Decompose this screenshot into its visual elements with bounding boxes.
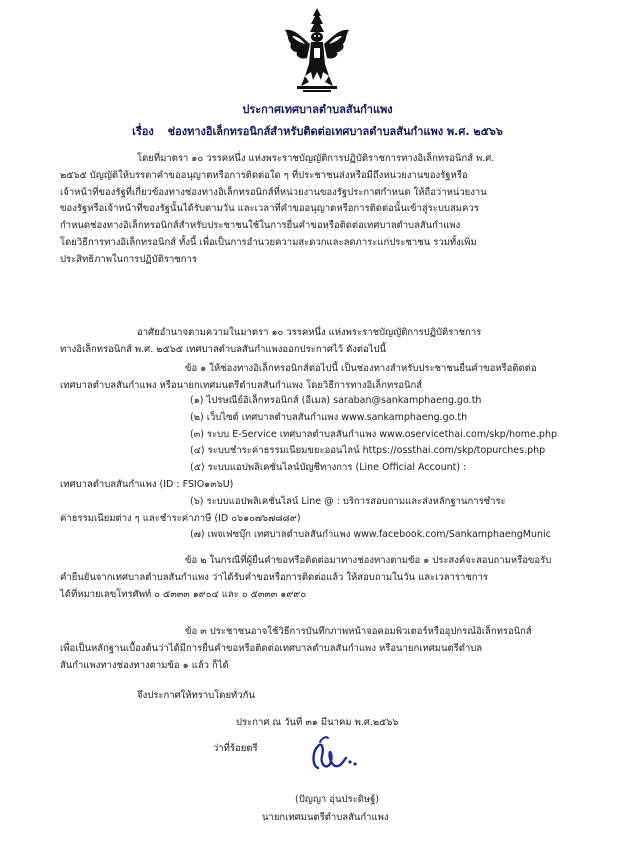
channel-item-website: (๒) เว็บไซต์ เทศบาลตำบลสันกำแพง www.sankamphaeng.go.th <box>190 411 468 423</box>
text-line: กำหนดช่องทางอิเล็กทรอนิกส์สำหรับประชาชนใช้ในการยื่นคำขอหรือติดต่อเทศบาลตำบลสันกำแพง <box>60 220 461 232</box>
text-line: เจ้าหน้าที่ของรัฐที่เกี่ยวข้องทางช่องทางอิเล็กทรอนิกส์ที่หน่วยงานของรัฐประกาศกำหนด ให้ถือว่าหน่วยงาน <box>60 186 487 198</box>
closing-paragraph <box>60 688 608 705</box>
signature-mark <box>302 734 362 776</box>
signer-rank: ว่าที่ร้อยตรี <box>213 743 258 754</box>
closing-line: จึงประกาศให้ทราบโดยทั่วกัน <box>137 690 255 701</box>
channel-item-fee-payment: (๔) ระบบชำระค่าธรรมเนียมขยะออนไลน์ https://ossthai.com/skp/topurches.php <box>190 445 546 457</box>
clause-2 <box>60 553 608 603</box>
garuda-emblem-icon <box>283 6 351 94</box>
text-line: ของรัฐหรือเจ้าหน้าที่ของรัฐนั้นได้รับตามวัน และเวลาที่คำขออนุญาตหรือการติดต่อนั้นเข้าสู่ระบบสมควร <box>60 203 479 215</box>
text-line: ข้อ ๓ ประชาชนอาจใช้วิธีการบันทึกภาพหน้าจอคอมพิวเตอร์หรืออุปกรณ์อิเล็กทรอนิกส์ <box>185 626 532 637</box>
channel-item-line-at: (๖) ระบบแอปพลิเคชั่นไลน์ Line @ : บริการสอบถามและส่งหลักฐานการชำระ <box>190 495 506 507</box>
text-line: อาศัยอำนาจตามความในมาตรา ๑๐ วรรคหนึ่ง แห่งพระราชบัญญัติการปฏิบัติราชการ <box>137 327 482 338</box>
announcement-date: ประกาศ ณ วันที่ ๓๑ มีนาคม พ.ศ.๒๕๖๖ <box>236 717 399 728</box>
text-line: ได้ที่หมายเลขโทรศัพท์ ๐ ๕๓๓๓ ๑๙๐๔ และ ๐ ๕๓๓๓ ๑๙๙๐ <box>60 588 307 600</box>
channel-item-email: (๑) ไปรษณีย์อิเล็กทรอนิกส์ (อีเมล) saraban@sankamphaeng.go.th <box>190 395 482 406</box>
subject-text: ช่องทางอิเล็กทรอนิกส์สำหรับติดต่อเทศบาลตำบลสันกำแพง พ.ศ. ๒๕๖๖ <box>167 125 503 138</box>
preamble-paragraph <box>60 151 608 269</box>
channel-item-line-at-cont: ค่าธรรมเนียมต่าง ๆ และชำระค่าภาษี (ID ๐๖๑๐๗๖๗๘๘๙) <box>60 512 301 524</box>
text-line: โดยวิธีการทางอิเล็กทรอนิกส์ ทั้งนี้ เพื่อเป็นการอำนวยความสะดวกและลดภาระแก่ประชาชน รวมทั้งเพิ่ม <box>60 236 477 248</box>
authority-paragraph <box>60 325 608 359</box>
text-line: เทศบาลตำบลสันกำแพง หรือนายกเทศมนตรีตำบลสันกำแพง โดยวิธีการทางอิเล็กทรอนิกส์ <box>60 379 423 391</box>
text-line: ประสิทธิภาพในการปฏิบัติราชการ <box>60 253 197 265</box>
subject-label: เรื่อง <box>132 125 154 138</box>
text-line: คำยืนยันจากเทศบาลตำบลสันกำแพง ว่าได้รับคำขอหรือการติดต่อแล้ว ให้สอบถามในวัน และเวลาราชการ <box>60 571 489 583</box>
list-spacer <box>60 385 608 393</box>
signer-position: นายกเทศมนตรีตำบลสันกำแพง <box>262 812 389 823</box>
text-line: โดยที่มาตรา ๑๐ วรรคหนึ่ง แห่งพระราชบัญญัติการปฏิบัติราชการทางอิเล็กทรอนิกส์ พ.ศ. <box>137 153 495 164</box>
text-line: ข้อ ๑ ให้ช่องทางอิเล็กทรอนิกส์ต่อไปนี้ เป็นช่องทางสำหรับประชาชนยื่นคำขอหรือติดต่อ <box>185 363 537 374</box>
signer-name: (ปัญญา อุ่นประดิษฐ์) <box>295 794 380 805</box>
channel-item-facebook: (๗) เพจเฟซบุ๊ก เทศบาลตำบลสันกำแพง www.facebook.com/SankamphaengMunic <box>190 529 551 541</box>
announcement-title: ประกาศเทศบาลตำบลสันกำแพง <box>242 103 393 116</box>
text-line: เพื่อเป็นหลักฐานเบื้องต้นว่าได้มีการยื่นคำขอหรือติดต่อเทศบาลตำบลสันกำแพง หรือนายกเทศมนตรีตำบล <box>60 642 483 654</box>
announcement-subject <box>0 125 635 139</box>
text-line: ทางอิเล็กทรอนิกส์ พ.ศ. ๒๕๖๕ เทศบาลตำบลสันกำแพงออกประกาศไว้ ดังต่อไปนี้ <box>60 343 387 355</box>
channel-item-line-oa: (๕) ระบบแอปพลิเคชั่นไลน์บัญชีทางการ (Line Official Account) : <box>190 462 467 474</box>
channel-item-eservice: (๓) ระบบ E-Service เทศบาลตำบลสันกำแพง www.oservicethai.com/skp/home.php <box>190 428 558 440</box>
text-line: ๒๕๖๕ บัญญัติให้บรรดาคำขออนุญาตหรือการติดต่อใด ๆ ที่ประชาชนส่งหรือมีถึงหน่วยงานของรัฐหรือ <box>60 169 468 181</box>
text-line: ข้อ ๒ ในกรณีที่ผู้ยื่นคำขอหรือติดต่อมาทางช่องทางตามข้อ ๑ ประสงค์จะสอบถามหรือขอรับ <box>185 555 552 566</box>
channel-list <box>60 385 608 544</box>
text-line: สันกำแพงทางช่องทางตามข้อ ๑ แล้ว ก็ได้ <box>60 659 229 671</box>
channel-item-line-oa-cont: เทศบาลตำบลสันกำแพง (ID : FSIO๑๓๖U) <box>60 478 234 490</box>
clause-3 <box>60 624 608 674</box>
